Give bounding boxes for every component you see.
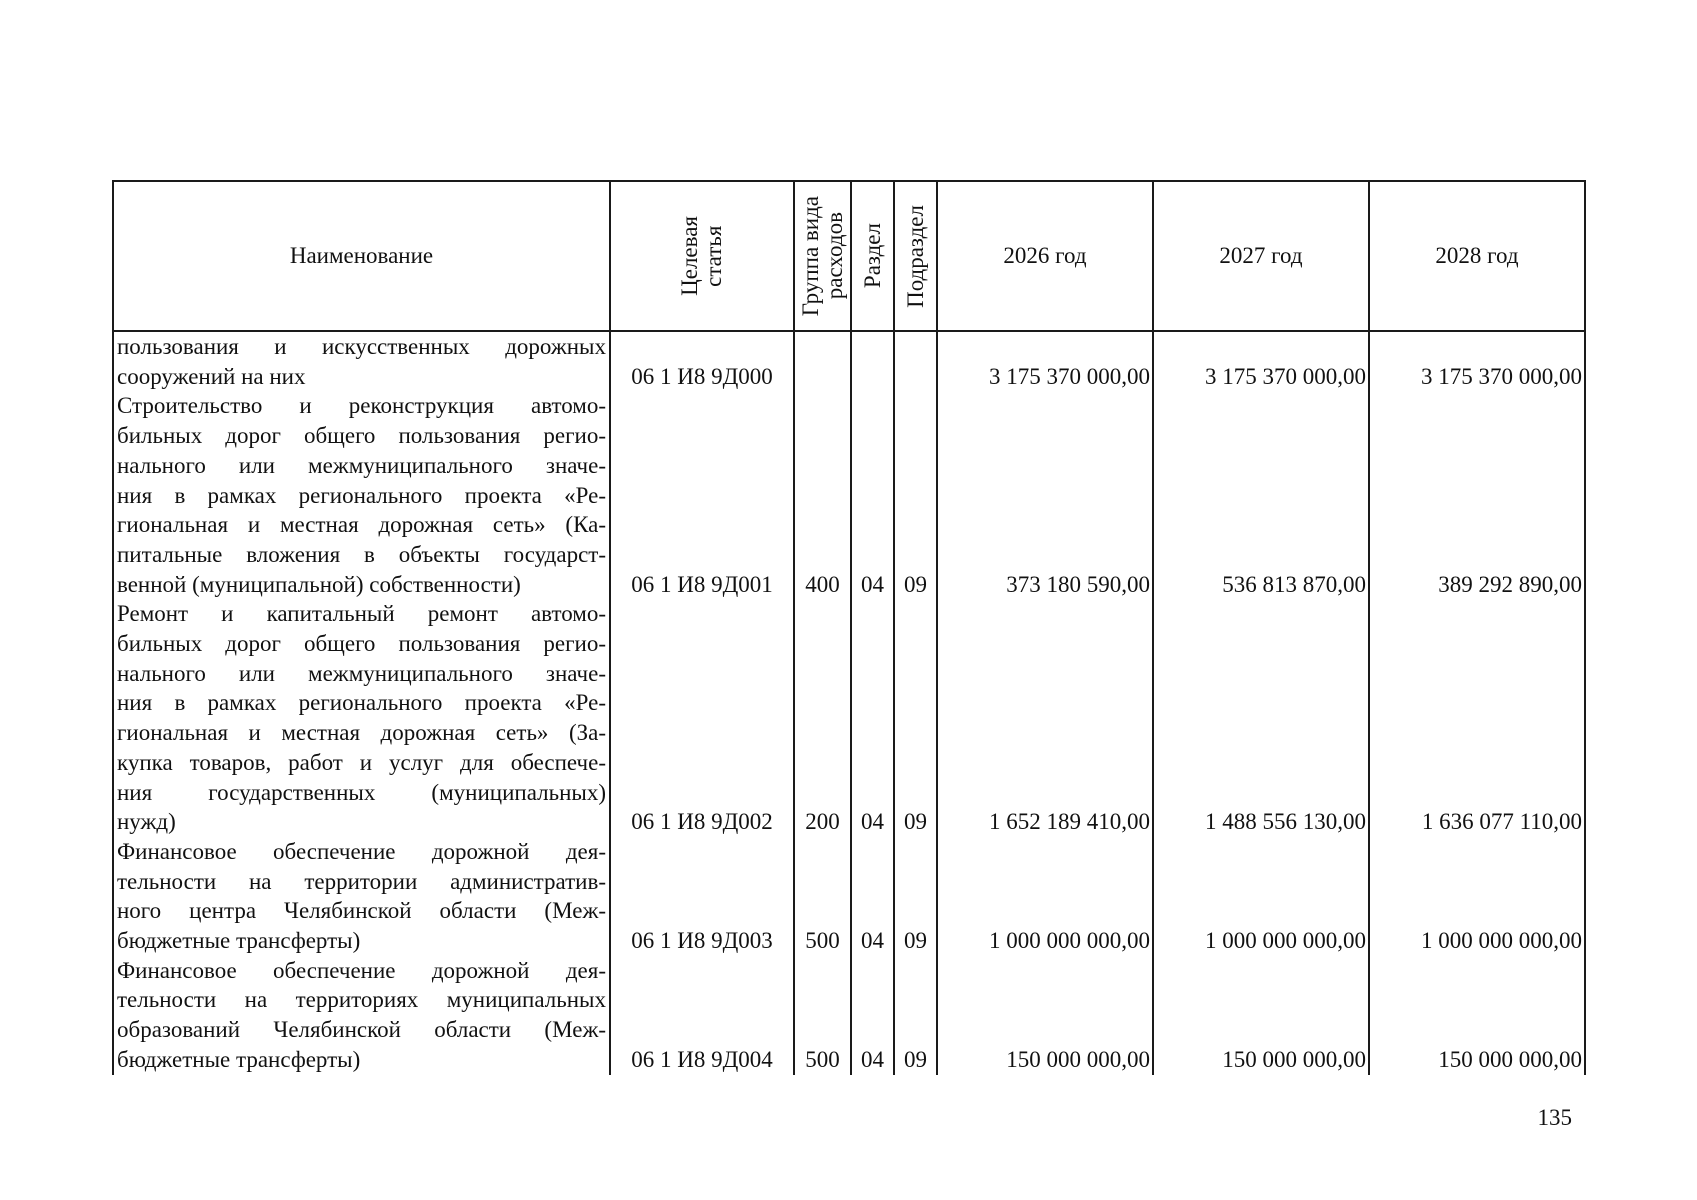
row-amount-2027: 3 175 370 000,00 <box>1153 331 1369 391</box>
budget-table <box>112 180 1586 1075</box>
row-name-line: бильных дорог общего пользования регио- <box>117 423 606 449</box>
row-section <box>851 331 894 391</box>
row-target-article: 06 1 И8 9Д004 <box>610 956 794 1075</box>
table-row <box>113 837 1585 956</box>
header-section <box>851 181 894 331</box>
row-name-line: Финансовое обеспечение дорожной дея- <box>117 957 606 983</box>
row-name-line: венной (муниципальной) собственности) <box>117 571 521 597</box>
row-name-line: Ремонт и капитальный ремонт автомо- <box>117 601 606 627</box>
row-name-line: Финансовое обеспечение дорожной дея- <box>117 838 606 864</box>
row-name-cell <box>113 599 610 837</box>
header-year-2027: 2027 год <box>1153 181 1369 331</box>
row-name-line: нужд) <box>117 809 176 835</box>
row-amount-2027: 1 000 000 000,00 <box>1153 837 1369 956</box>
row-name-line: нального или межмуниципального значе- <box>117 660 606 686</box>
row-expense-group: 400 <box>794 391 851 599</box>
row-section: 04 <box>851 837 894 956</box>
row-expense-group: 500 <box>794 956 851 1075</box>
row-name-line: сооружений на них <box>117 363 306 389</box>
row-amount-2028: 3 175 370 000,00 <box>1369 331 1585 391</box>
table-row <box>113 391 1585 599</box>
table-row <box>113 956 1585 1075</box>
row-name-line: ния в рамках регионального проекта «Ре- <box>117 690 606 716</box>
row-subsection <box>894 331 937 391</box>
row-expense-group: 500 <box>794 837 851 956</box>
table-row <box>113 599 1585 837</box>
row-target-article: 06 1 И8 9Д001 <box>610 391 794 599</box>
row-amount-2026: 3 175 370 000,00 <box>937 331 1153 391</box>
header-year-2026: 2026 год <box>937 181 1153 331</box>
row-amount-2027: 536 813 870,00 <box>1153 391 1369 599</box>
header-expense-group-text: Группа вида расходов <box>797 195 847 317</box>
table-body <box>113 331 1585 1075</box>
row-name-line: пользования и искусственных дорожных <box>117 334 606 359</box>
row-section: 04 <box>851 391 894 599</box>
row-target-article: 06 1 И8 9Д002 <box>610 599 794 837</box>
row-amount-2026: 150 000 000,00 <box>937 956 1153 1075</box>
row-section: 04 <box>851 599 894 837</box>
row-amount-2028: 1 000 000 000,00 <box>1369 837 1585 956</box>
row-expense-group: 200 <box>794 599 851 837</box>
table-row <box>113 331 1585 391</box>
row-name-line: гиональная и местная дорожная сеть» (Ка- <box>117 512 606 538</box>
row-name-line: ния в рамках регионального проекта «Ре- <box>117 482 606 508</box>
row-name-line: гиональная и местная дорожная сеть» (За- <box>117 720 606 746</box>
row-amount-2026: 373 180 590,00 <box>937 391 1153 599</box>
row-amount-2027: 1 488 556 130,00 <box>1153 599 1369 837</box>
row-name-line: питальные вложения в объекты государст- <box>117 541 606 567</box>
row-target-article: 06 1 И8 9Д000 <box>610 331 794 391</box>
row-target-article: 06 1 И8 9Д003 <box>610 837 794 956</box>
header-expense-group <box>794 181 851 331</box>
header-row <box>113 181 1585 331</box>
header-name: Наименование <box>113 181 610 331</box>
row-amount-2028: 389 292 890,00 <box>1369 391 1585 599</box>
row-name-line: ного центра Челябинской области (Меж- <box>117 898 606 924</box>
page-number: 135 <box>1537 1105 1572 1130</box>
row-name-line: бильных дорог общего пользования регио- <box>117 631 606 657</box>
header-year-2028: 2028 год <box>1369 181 1585 331</box>
row-name-cell <box>113 331 610 391</box>
header-subsection-text: Подраздел <box>902 204 928 308</box>
row-name-line: тельности на территориях муниципальных <box>117 987 606 1013</box>
row-name-cell <box>113 391 610 599</box>
row-amount-2027: 150 000 000,00 <box>1153 956 1369 1075</box>
row-name-line: ния государственных (муниципальных) <box>117 779 606 805</box>
row-name-line: тельности на территории административ- <box>117 868 606 894</box>
header-target-article <box>610 181 794 331</box>
row-expense-group <box>794 331 851 391</box>
row-subsection: 09 <box>894 956 937 1075</box>
row-name-line: бюджетные трансферты) <box>117 928 361 954</box>
row-section: 04 <box>851 956 894 1075</box>
header-target-article-text: Целевая статья <box>677 216 726 296</box>
row-name-line: купка товаров, работ и услуг для обеспече- <box>117 749 606 775</box>
row-subsection: 09 <box>894 837 937 956</box>
row-amount-2026: 1 652 189 410,00 <box>937 599 1153 837</box>
row-amount-2026: 1 000 000 000,00 <box>937 837 1153 956</box>
header-section-text: Раздел <box>859 223 885 289</box>
row-name-cell <box>113 956 610 1075</box>
row-name-line: образований Челябинской области (Меж- <box>117 1017 606 1043</box>
row-amount-2028: 1 636 077 110,00 <box>1369 599 1585 837</box>
row-name-line: нального или межмуниципального значе- <box>117 452 606 478</box>
row-amount-2028: 150 000 000,00 <box>1369 956 1585 1075</box>
row-subsection: 09 <box>894 391 937 599</box>
row-name-line: бюджетные трансферты) <box>117 1046 361 1072</box>
row-subsection: 09 <box>894 599 937 837</box>
row-name-cell <box>113 837 610 956</box>
header-subsection <box>894 181 937 331</box>
row-name-line: Строительство и реконструкция автомо- <box>117 393 606 419</box>
